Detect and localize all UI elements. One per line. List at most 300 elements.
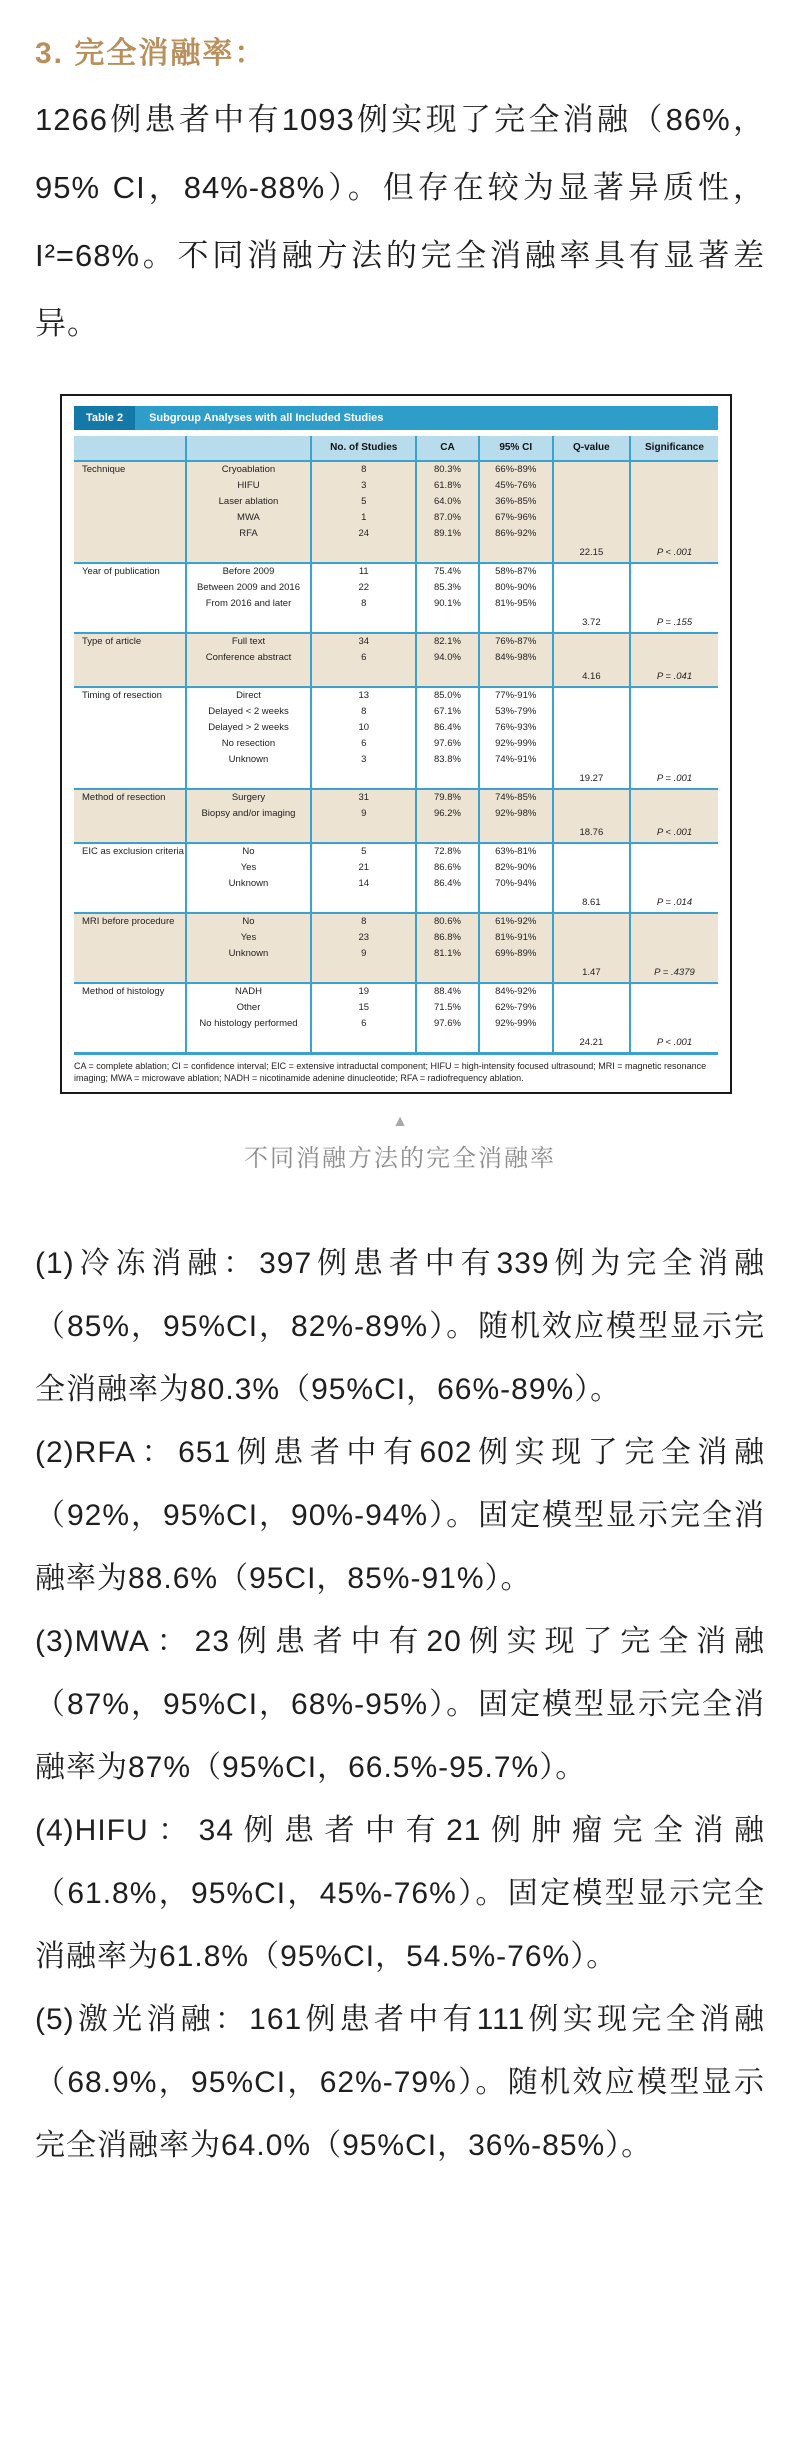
significance-cell xyxy=(631,752,718,768)
category-cell xyxy=(74,704,187,720)
empty-cell xyxy=(312,542,417,562)
n-studies-cell: 1 xyxy=(312,510,417,526)
significance-cell xyxy=(631,844,718,860)
q-value-cell xyxy=(554,736,631,752)
q-value-cell xyxy=(554,876,631,892)
table2-figure xyxy=(35,394,765,1094)
subgroup-cell: Unknown xyxy=(187,752,313,768)
ci-cell: 84%-98% xyxy=(480,650,554,666)
category-cell: EIC as exclusion criteria xyxy=(74,844,187,860)
subgroup-cell: Direct xyxy=(187,688,313,704)
ca-cell: 85.0% xyxy=(417,688,479,704)
ca-cell: 88.4% xyxy=(417,984,479,1000)
table-group xyxy=(74,788,718,842)
category-cell xyxy=(74,806,187,822)
empty-cell xyxy=(480,768,554,788)
empty-cell xyxy=(417,666,479,686)
q-value-cell xyxy=(554,806,631,822)
significance-cell xyxy=(631,650,718,666)
ci-cell: 62%-79% xyxy=(480,1000,554,1016)
empty-cell xyxy=(187,892,313,912)
ca-cell: 86.4% xyxy=(417,876,479,892)
ci-cell: 45%-76% xyxy=(480,478,554,494)
ci-cell: 36%-85% xyxy=(480,494,554,510)
ca-cell: 80.6% xyxy=(417,914,479,930)
category-cell xyxy=(74,720,187,736)
ci-cell: 53%-79% xyxy=(480,704,554,720)
significance-cell: P < .001 xyxy=(656,827,693,838)
empty-cell xyxy=(417,768,479,788)
n-studies-cell: 10 xyxy=(312,720,417,736)
n-studies-cell: 22 xyxy=(312,580,417,596)
significance-cell xyxy=(631,790,718,806)
intro-paragraph: 1266例患者中有1093例实现了完全消融（86%，95% CI，84%-88%）。但存在较为显著异质性，I²=68%。不同消融方法的完全消融率具有显著差异。 xyxy=(35,102,765,341)
significance-cell xyxy=(631,720,718,736)
significance-cell xyxy=(631,984,718,1000)
ci-cell: 80%-90% xyxy=(480,580,554,596)
significance-cell: P = .001 xyxy=(656,773,693,784)
table-row xyxy=(74,462,718,478)
table-row xyxy=(74,1000,718,1016)
category-cell xyxy=(74,1000,187,1016)
q-value-cell xyxy=(554,844,631,860)
n-studies-cell: 14 xyxy=(312,876,417,892)
q-value-cell xyxy=(554,478,631,494)
group-summary-row xyxy=(74,962,718,982)
n-studies-cell: 21 xyxy=(312,860,417,876)
table-row xyxy=(74,510,718,526)
ca-cell: 86.6% xyxy=(417,860,479,876)
q-value-cell: 18.76 xyxy=(554,822,631,842)
ci-cell: 92%-99% xyxy=(480,736,554,752)
ca-cell: 96.2% xyxy=(417,806,479,822)
table2-frame xyxy=(60,394,732,1094)
significance-cell: P = .014 xyxy=(656,897,693,908)
subgroup-cell: Cryoablation xyxy=(187,462,313,478)
q-value-cell: 8.61 xyxy=(554,892,631,912)
subgroup-cell: No resection xyxy=(187,736,313,752)
empty-cell xyxy=(480,892,554,912)
q-value-cell xyxy=(554,510,631,526)
significance-cell xyxy=(631,564,718,580)
ci-cell: 92%-99% xyxy=(480,1016,554,1032)
ci-cell: 77%-91% xyxy=(480,688,554,704)
n-studies-cell: 3 xyxy=(312,478,417,494)
n-studies-cell: 31 xyxy=(312,790,417,806)
empty-cell xyxy=(480,962,554,982)
ca-cell: 90.1% xyxy=(417,596,479,612)
subgroup-cell: Unknown xyxy=(187,876,313,892)
q-value-cell: 4.16 xyxy=(554,666,631,686)
q-value-cell xyxy=(554,580,631,596)
q-value-cell xyxy=(554,526,631,542)
subgroup-cell: Delayed < 2 weeks xyxy=(187,704,313,720)
group-summary-row xyxy=(74,542,718,562)
category-cell xyxy=(74,876,187,892)
table-row xyxy=(74,720,718,736)
significance-cell xyxy=(631,860,718,876)
subgroup-cell: Full text xyxy=(187,634,313,650)
table-row xyxy=(74,580,718,596)
table-row xyxy=(74,650,718,666)
ci-cell: 66%-89% xyxy=(480,462,554,478)
empty-cell xyxy=(417,1032,479,1052)
q-value-cell xyxy=(554,946,631,962)
empty-cell xyxy=(417,892,479,912)
q-value-cell xyxy=(554,596,631,612)
subgroup-cell: Yes xyxy=(187,930,313,946)
q-value-cell xyxy=(554,984,631,1000)
subgroup-cell: No xyxy=(187,914,313,930)
empty-cell xyxy=(312,892,417,912)
empty-cell xyxy=(312,666,417,686)
n-studies-cell: 3 xyxy=(312,752,417,768)
category-cell xyxy=(74,526,187,542)
ca-cell: 67.1% xyxy=(417,704,479,720)
category-cell xyxy=(74,494,187,510)
significance-cell xyxy=(631,930,718,946)
column-header: CA xyxy=(417,436,479,460)
ca-cell: 86.4% xyxy=(417,720,479,736)
significance-cell: P < .001 xyxy=(656,1037,693,1048)
empty-cell xyxy=(312,1032,417,1052)
significance-cell xyxy=(631,876,718,892)
q-value-cell xyxy=(554,752,631,768)
ca-cell: 61.8% xyxy=(417,478,479,494)
category-cell xyxy=(74,596,187,612)
category-cell xyxy=(74,930,187,946)
empty-cell xyxy=(417,962,479,982)
significance-cell xyxy=(631,704,718,720)
q-value-cell xyxy=(554,688,631,704)
ci-cell: 70%-94% xyxy=(480,876,554,892)
empty-cell xyxy=(312,768,417,788)
empty-cell xyxy=(480,666,554,686)
empty-cell xyxy=(480,822,554,842)
q-value-cell xyxy=(554,1000,631,1016)
empty-cell xyxy=(187,666,313,686)
n-studies-cell: 8 xyxy=(312,704,417,720)
collapse-triangle-icon[interactable]: ▲ xyxy=(392,1113,408,1130)
n-studies-cell: 5 xyxy=(312,844,417,860)
empty-cell xyxy=(417,612,479,632)
ca-cell: 64.0% xyxy=(417,494,479,510)
table-group xyxy=(74,632,718,686)
q-value-cell: 1.47 xyxy=(554,962,631,982)
ca-cell: 81.1% xyxy=(417,946,479,962)
empty-cell xyxy=(480,612,554,632)
significance-cell xyxy=(631,634,718,650)
ci-cell: 74%-91% xyxy=(480,752,554,768)
column-header: 95% CI xyxy=(480,436,554,460)
table-row xyxy=(74,752,718,768)
q-value-cell xyxy=(554,720,631,736)
subgroup-cell: Before 2009 xyxy=(187,564,313,580)
q-value-cell xyxy=(554,790,631,806)
ca-cell: 80.3% xyxy=(417,462,479,478)
table-row xyxy=(74,914,718,930)
significance-cell xyxy=(631,596,718,612)
table-row xyxy=(74,876,718,892)
category-cell xyxy=(74,650,187,666)
column-header: Significance xyxy=(645,442,704,453)
empty-cell xyxy=(417,822,479,842)
n-studies-cell: 11 xyxy=(312,564,417,580)
n-studies-cell: 24 xyxy=(312,526,417,542)
significance-cell: P = .041 xyxy=(656,671,693,682)
ci-cell: 81%-95% xyxy=(480,596,554,612)
empty-cell xyxy=(312,962,417,982)
figure-caption: 不同消融方法的完全消融率 xyxy=(244,1145,556,1172)
n-studies-cell: 6 xyxy=(312,1016,417,1032)
n-studies-cell: 8 xyxy=(312,914,417,930)
empty-cell xyxy=(187,1032,313,1052)
ca-cell: 83.8% xyxy=(417,752,479,768)
table-group xyxy=(74,912,718,982)
subgroup-cell: Biopsy and/or imaging xyxy=(187,806,313,822)
significance-cell: P = .4379 xyxy=(654,967,695,978)
empty-cell xyxy=(187,542,313,562)
empty-cell xyxy=(187,822,313,842)
category-cell: MRI before procedure xyxy=(74,914,187,930)
n-studies-cell: 5 xyxy=(312,494,417,510)
significance-cell: P = .155 xyxy=(656,617,693,628)
ci-cell: 76%-87% xyxy=(480,634,554,650)
table-row xyxy=(74,596,718,612)
significance-cell xyxy=(631,806,718,822)
q-value-cell: 24.21 xyxy=(554,1032,631,1052)
table-row xyxy=(74,1016,718,1032)
n-studies-cell: 9 xyxy=(312,806,417,822)
empty-cell xyxy=(417,542,479,562)
q-value-cell xyxy=(554,930,631,946)
q-value-cell xyxy=(554,860,631,876)
group-summary-row xyxy=(74,612,718,632)
empty-cell xyxy=(74,542,187,562)
ca-cell: 86.8% xyxy=(417,930,479,946)
finding-paragraph: (1)冷冻消融：397例患者中有339例为完全消融（85%，95%CI，82%-89%）。随机效应模型显示完全消融率为80.3%（95%CI，66%-89%）。 xyxy=(35,1247,765,1406)
empty-cell xyxy=(74,822,187,842)
ca-cell: 85.3% xyxy=(417,580,479,596)
table-title: Subgroup Analyses with all Included Studies xyxy=(149,412,384,424)
category-cell: Method of histology xyxy=(74,984,187,1000)
ca-cell: 97.6% xyxy=(417,1016,479,1032)
significance-cell xyxy=(631,1000,718,1016)
table-group xyxy=(74,686,718,788)
q-value-cell xyxy=(554,564,631,580)
table-group xyxy=(74,562,718,632)
significance-cell xyxy=(631,914,718,930)
significance-cell xyxy=(631,510,718,526)
subgroup-cell: HIFU xyxy=(187,478,313,494)
ci-cell: 82%-90% xyxy=(480,860,554,876)
n-studies-cell: 34 xyxy=(312,634,417,650)
category-cell xyxy=(74,1016,187,1032)
significance-cell xyxy=(631,736,718,752)
category-cell xyxy=(74,752,187,768)
n-studies-cell: 6 xyxy=(312,650,417,666)
column-header: Q-value xyxy=(554,436,631,460)
n-studies-cell: 13 xyxy=(312,688,417,704)
ci-cell: 81%-91% xyxy=(480,930,554,946)
category-cell: Type of article xyxy=(74,634,187,650)
table-group xyxy=(74,460,718,562)
table-row xyxy=(74,478,718,494)
subgroup-analyses-table xyxy=(74,436,718,1055)
category-cell xyxy=(74,478,187,494)
table-label: Table 2 xyxy=(74,406,135,430)
n-studies-cell: 8 xyxy=(312,462,417,478)
table-row xyxy=(74,704,718,720)
table-header-row xyxy=(74,436,718,460)
table-group xyxy=(74,842,718,912)
column-header: No. of Studies xyxy=(312,436,417,460)
column-header xyxy=(187,436,313,460)
table-row xyxy=(74,688,718,704)
subgroup-cell: Unknown xyxy=(187,946,313,962)
finding-paragraph: (3)MWA：23例患者中有20例实现了完全消融（87%，95%CI，68%-95%）。固定模型显示完全消融率为87%（95%CI，66.5%-95.7%）。 xyxy=(35,1625,765,1784)
significance-cell: P < .001 xyxy=(656,547,693,558)
ci-cell: 92%-98% xyxy=(480,806,554,822)
table-title-bar xyxy=(74,406,718,430)
table-row xyxy=(74,844,718,860)
table-row xyxy=(74,634,718,650)
q-value-cell xyxy=(554,1016,631,1032)
q-value-cell: 19.27 xyxy=(554,768,631,788)
ca-cell: 82.1% xyxy=(417,634,479,650)
q-value-cell xyxy=(554,704,631,720)
finding-paragraph: (5)激光消融：161例患者中有111例实现完全消融（68.9%，95%CI，62%-79%）。随机效应模型显示完全消融率为64.0%（95%CI，36%-85%）。 xyxy=(35,2003,765,2162)
category-cell xyxy=(74,736,187,752)
table-row xyxy=(74,790,718,806)
subgroup-cell: No histology performed xyxy=(187,1016,313,1032)
significance-cell xyxy=(631,1016,718,1032)
ci-cell: 69%-89% xyxy=(480,946,554,962)
ca-cell: 89.1% xyxy=(417,526,479,542)
ci-cell: 84%-92% xyxy=(480,984,554,1000)
q-value-cell: 3.72 xyxy=(554,612,631,632)
table-group xyxy=(74,982,718,1052)
subgroup-cell: NADH xyxy=(187,984,313,1000)
q-value-cell: 22.15 xyxy=(554,542,631,562)
empty-cell xyxy=(480,542,554,562)
column-header xyxy=(74,436,187,460)
category-cell xyxy=(74,860,187,876)
subgroup-cell: Other xyxy=(187,1000,313,1016)
empty-cell xyxy=(74,1032,187,1052)
empty-cell xyxy=(312,612,417,632)
significance-cell xyxy=(631,494,718,510)
ca-cell: 71.5% xyxy=(417,1000,479,1016)
empty-cell xyxy=(187,962,313,982)
empty-cell xyxy=(74,962,187,982)
n-studies-cell: 6 xyxy=(312,736,417,752)
subgroup-cell: Laser ablation xyxy=(187,494,313,510)
table-footnote: CA = complete ablation; CI = confidence interval; EIC = extensive intraductal component; HIFU = high-intensity focused ultrasound; MRI = magnetic resonance imaging; MWA = microwave ablation; NADH = nicotinamide adenine dinucleotide; RFA = radiofrequency ablation. xyxy=(74,1061,707,1083)
group-summary-row xyxy=(74,822,718,842)
empty-cell xyxy=(187,612,313,632)
q-value-cell xyxy=(554,650,631,666)
table-row xyxy=(74,494,718,510)
significance-cell xyxy=(631,946,718,962)
empty-cell xyxy=(74,768,187,788)
table-row xyxy=(74,984,718,1000)
category-cell: Technique xyxy=(74,462,187,478)
q-value-cell xyxy=(554,914,631,930)
category-cell: Year of publication xyxy=(74,564,187,580)
group-summary-row xyxy=(74,892,718,912)
table-row xyxy=(74,736,718,752)
subgroup-cell: RFA xyxy=(187,526,313,542)
category-cell xyxy=(74,946,187,962)
findings-list xyxy=(35,1232,765,2177)
subgroup-cell: Conference abstract xyxy=(187,650,313,666)
ca-cell: 72.8% xyxy=(417,844,479,860)
section-heading: 3. 完全消融率： xyxy=(35,37,267,70)
significance-cell xyxy=(631,688,718,704)
ci-cell: 86%-92% xyxy=(480,526,554,542)
subgroup-cell: Between 2009 and 2016 xyxy=(187,580,313,596)
q-value-cell xyxy=(554,462,631,478)
significance-cell xyxy=(631,478,718,494)
ci-cell: 61%-92% xyxy=(480,914,554,930)
n-studies-cell: 15 xyxy=(312,1000,417,1016)
ca-cell: 94.0% xyxy=(417,650,479,666)
empty-cell xyxy=(74,666,187,686)
table-row xyxy=(74,930,718,946)
subgroup-cell: Surgery xyxy=(187,790,313,806)
category-cell xyxy=(74,580,187,596)
category-cell: Timing of resection xyxy=(74,688,187,704)
category-cell xyxy=(74,510,187,526)
subgroup-cell: MWA xyxy=(187,510,313,526)
table-row xyxy=(74,564,718,580)
group-summary-row xyxy=(74,768,718,788)
empty-cell xyxy=(74,892,187,912)
empty-cell xyxy=(74,612,187,632)
q-value-cell xyxy=(554,494,631,510)
empty-cell xyxy=(312,822,417,842)
n-studies-cell: 19 xyxy=(312,984,417,1000)
category-cell: Method of resection xyxy=(74,790,187,806)
ca-cell: 97.6% xyxy=(417,736,479,752)
q-value-cell xyxy=(554,634,631,650)
group-summary-row xyxy=(74,1032,718,1052)
subgroup-cell: Yes xyxy=(187,860,313,876)
n-studies-cell: 9 xyxy=(312,946,417,962)
ci-cell: 67%-96% xyxy=(480,510,554,526)
subgroup-cell: No xyxy=(187,844,313,860)
ca-cell: 75.4% xyxy=(417,564,479,580)
empty-cell xyxy=(480,1032,554,1052)
ci-cell: 76%-93% xyxy=(480,720,554,736)
table-row xyxy=(74,946,718,962)
ci-cell: 58%-87% xyxy=(480,564,554,580)
table-row xyxy=(74,806,718,822)
ci-cell: 63%-81% xyxy=(480,844,554,860)
ca-cell: 79.8% xyxy=(417,790,479,806)
significance-cell xyxy=(631,462,718,478)
ci-cell: 74%-85% xyxy=(480,790,554,806)
subgroup-cell: From 2016 and later xyxy=(187,596,313,612)
significance-cell xyxy=(631,526,718,542)
group-summary-row xyxy=(74,666,718,686)
n-studies-cell: 8 xyxy=(312,596,417,612)
finding-paragraph: (4)HIFU：34例患者中有21例肿瘤完全消融（61.8%，95%CI，45%-76%）。固定模型显示完全消融率为61.8%（95%CI，54.5%-76%）。 xyxy=(35,1814,765,1973)
table-row xyxy=(74,860,718,876)
ca-cell: 87.0% xyxy=(417,510,479,526)
subgroup-cell: Delayed > 2 weeks xyxy=(187,720,313,736)
